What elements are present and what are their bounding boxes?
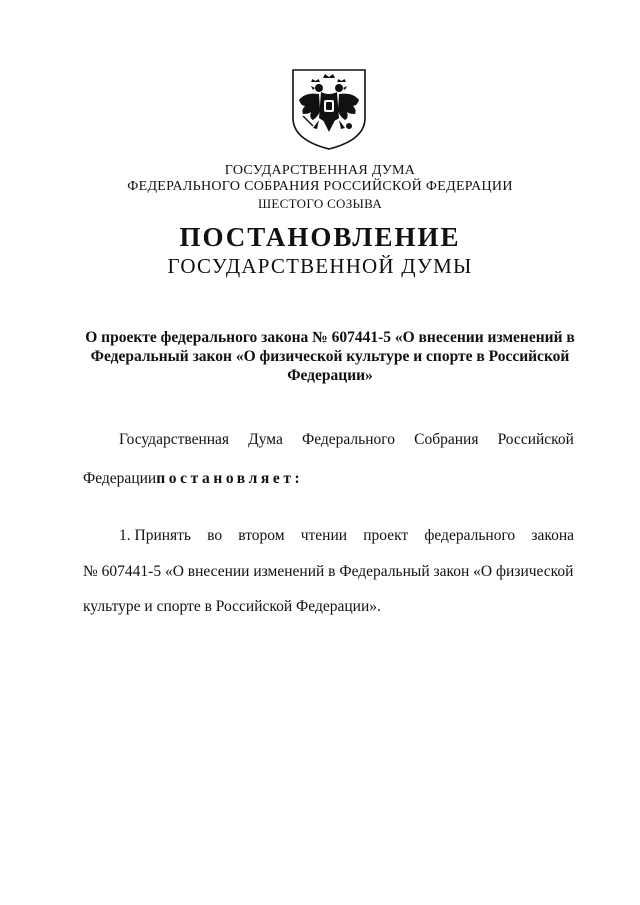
coat-of-arms-icon (289, 66, 369, 152)
item-word: 1. Принять (119, 527, 192, 544)
item-word: федерального (424, 527, 516, 544)
document-subtitle: ГОСУДАРСТВЕННОЙ ДУМЫ (167, 254, 473, 278)
intro-word: Собрания (414, 431, 479, 448)
intro-line-1 (119, 431, 574, 449)
item-1-line-2: № 607441-5 «О внесении изменений в Федеральный закон «О физической (83, 563, 574, 580)
organization-subname: ФЕДЕРАЛЬНОГО СОБРАНИЯ РОССИЙСКОЙ ФЕДЕРАЦИИ (127, 179, 513, 194)
item-1-line-3: культуре и спорте в Российской Федерации». (83, 598, 381, 615)
item-word: во (207, 527, 223, 544)
intro-word: Российской (497, 431, 574, 448)
intro-line-2 (83, 470, 574, 488)
item-word: чтении (300, 527, 348, 544)
organization-name: ГОСУДАРСТВЕННАЯ ДУМА (224, 163, 416, 178)
convocation-label: ШЕСТОГО СОЗЫВА (257, 196, 383, 211)
subject-line-2: Федеральный закон «О физической культуре и спорте в Российской (90, 348, 570, 365)
item-word: проект (363, 527, 409, 544)
document-subject (70, 328, 590, 385)
document-title: ПОСТАНОВЛЕНИЕ (179, 222, 461, 252)
intro-prefix: Федерации (83, 470, 157, 487)
item-word: закона (531, 527, 574, 544)
decree-word: постановляет: (156, 470, 304, 487)
item-1-line-1 (119, 527, 574, 545)
intro-word: Государственная (119, 431, 230, 448)
subject-line-3: Федерации» (287, 367, 373, 384)
item-word: втором (238, 527, 285, 544)
subject-line-1: О проекте федерального закона № 607441-5 «О внесении изменений в (85, 329, 575, 346)
intro-word: Дума (248, 431, 283, 448)
intro-word: Федерального (301, 431, 396, 448)
